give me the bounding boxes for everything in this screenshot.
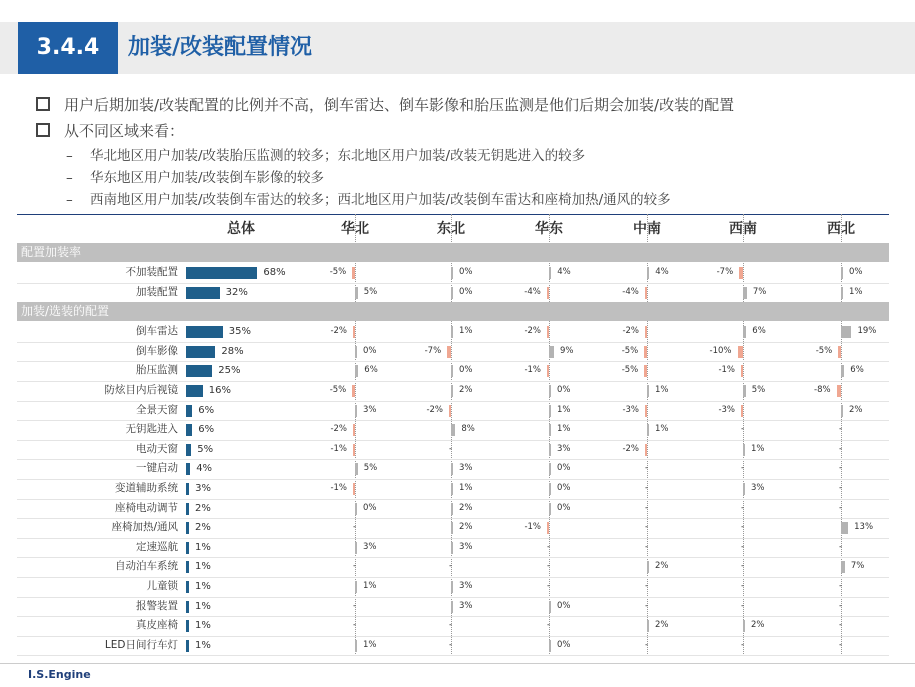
region-value: 6% [752,326,766,337]
negative-diff-bar [353,424,355,436]
region-value: - [741,639,745,650]
region-value: - [353,620,357,631]
region-value: 19% [857,326,877,337]
bullet-1 [36,94,734,115]
square-bullet-icon [36,97,50,111]
negative-diff-bar [645,444,647,456]
row-label: 胎压监测 [136,364,178,377]
region-value: - [839,483,843,493]
row-label: 真皮座椅 [136,619,178,632]
negative-diff-bar [738,346,744,358]
positive-diff-bar [549,346,554,358]
positive-diff-bar [549,463,551,475]
region-value: -5% [621,365,639,376]
region-value: -2% [330,326,347,337]
bullet-text: 用户后期加装/改装配置的比例并不高，倒车雷达、倒车影像和胎压监测是他们后期会加装/改装的配置 [64,96,735,114]
positive-diff-bar [549,385,551,397]
bullet-2 [36,120,184,141]
region-value: 1% [655,424,669,435]
region-value: -5% [815,345,833,356]
region-value: -1% [330,483,347,493]
region-value: - [839,600,843,611]
column-header: 华东 [535,221,563,237]
overall-value: 1% [195,639,211,651]
row-label: 无钥匙进入 [125,423,178,436]
region-value: 0% [557,385,571,395]
region-value: - [839,620,843,631]
region-value: 9% [559,345,574,356]
row-label: 加装配置 [136,285,178,298]
row-label: 定速巡航 [136,540,178,553]
negative-diff-bar [741,365,743,377]
overall-value: 16% [208,385,232,396]
region-value: - [645,483,649,493]
footer-logo: I.S.Engine [28,668,91,681]
positive-diff-bar [549,483,551,495]
table-row [17,479,889,499]
region-value: -2% [622,326,639,337]
negative-diff-bar [352,385,355,397]
region-value: -7% [716,267,734,277]
region-value: -2% [524,326,541,337]
positive-diff-bar [355,542,357,554]
overall-bar [186,640,189,652]
table-row [17,577,889,597]
region-value: 1% [751,443,765,454]
table-row [17,440,889,460]
positive-diff-bar [355,581,357,593]
positive-diff-bar [841,267,843,279]
region-value: 2% [459,385,473,395]
region-value: 5% [363,286,378,297]
row-label: 自动泊车系统 [115,560,178,573]
positive-diff-bar [451,267,453,279]
region-value: 2% [655,620,669,631]
column-header: 西北 [827,221,855,237]
region-value: -3% [718,404,735,415]
overall-bar [186,405,192,417]
overall-bar [186,287,220,299]
region-value: 0% [557,600,571,611]
region-value: 0% [459,286,473,297]
region-value: - [839,581,843,591]
negative-diff-bar [449,405,451,417]
region-value: 0% [363,345,377,356]
positive-diff-bar [355,346,357,358]
region-value: - [839,463,843,474]
table-row [17,342,889,362]
overall-value: 28% [221,345,244,357]
region-value: - [645,639,649,650]
negative-diff-bar [353,326,355,338]
overall-bar [186,483,189,495]
sub-bullet-text: 华东地区用户加装/改装倒车影像的较多 [90,170,325,186]
region-value: - [839,541,843,552]
region-value: 1% [363,639,377,650]
positive-diff-bar [743,326,746,338]
overall-value: 35% [228,326,251,338]
region-value: - [741,541,745,552]
overall-value: 1% [195,620,211,632]
region-value: - [353,600,357,611]
positive-diff-bar [743,385,746,397]
region-value: 0% [557,502,571,513]
table-row [17,636,889,656]
region-value: - [645,581,649,591]
section-title: 加装/改装配置情况 [128,35,313,60]
overall-bar [186,326,223,338]
negative-diff-bar [644,365,647,377]
overall-value: 25% [218,365,241,377]
table-row [17,283,889,303]
positive-diff-bar [647,620,649,632]
region-value: - [547,581,551,591]
region-value: - [449,561,453,572]
table-row [17,538,889,558]
positive-diff-bar [451,483,453,495]
footer-divider [0,663,915,664]
positive-diff-bar [451,581,453,593]
positive-diff-bar [549,444,551,456]
region-value: 0% [557,463,571,474]
row-label: 倒车影像 [136,344,178,357]
bullet-text: 从不同区域来看： [64,122,185,140]
overall-bar [186,522,189,534]
region-value: 7% [752,286,767,297]
positive-diff-bar [549,503,551,515]
positive-diff-bar [451,287,453,299]
region-value: 6% [364,365,378,376]
region-value: 13% [854,522,874,533]
positive-diff-bar [743,287,747,299]
positive-diff-bar [355,287,358,299]
column-header: 中南 [633,221,661,237]
overall-value: 1% [195,581,211,592]
positive-diff-bar [355,405,357,417]
region-value: -1% [524,365,541,376]
region-value: 0% [849,267,863,277]
positive-diff-bar [549,267,551,279]
region-value: - [645,600,649,611]
row-label: 变道辅助系统 [115,482,178,494]
negative-diff-bar [547,522,549,534]
overall-bar [186,365,212,377]
negative-diff-bar [352,267,355,279]
region-value: 1% [459,326,473,337]
region-value: -2% [622,443,639,454]
region-value: - [353,522,357,533]
row-label: 倒车雷达 [136,325,178,338]
positive-diff-bar [549,424,551,436]
region-value: 1% [849,286,863,297]
positive-diff-bar [549,640,551,652]
sub-bullet-text: 华北地区用户加装/改装胎压监测的较多；东北地区用户加装/改装无钥匙进入的较多 [90,148,586,164]
positive-diff-bar [647,561,649,573]
region-value: 1% [557,424,571,435]
region-value: - [741,424,745,435]
overall-bar [186,424,192,436]
row-label: 不加装配置 [125,266,178,278]
negative-diff-bar [547,326,549,338]
region-value: 6% [850,365,864,376]
overall-bar [186,542,189,554]
overall-value: 32% [225,286,248,298]
region-value: -5% [329,385,347,395]
positive-diff-bar [451,542,453,554]
table-row [17,263,889,283]
sub-bullet-3: – 西南地区用户加装/改装倒车雷达的较多；西北地区用户加装/改装倒车雷达和座椅加热/通风的较多 [66,192,671,208]
positive-diff-bar [743,444,745,456]
table-row [17,597,889,617]
row-label: 座椅电动调节 [115,501,178,514]
table-row [17,616,889,636]
region-value: - [547,561,551,572]
overall-bar [186,444,191,456]
region-value: -1% [524,522,541,533]
region-value: - [839,443,843,454]
region-value: - [645,522,649,533]
region-value: 8% [461,424,475,435]
row-label: 全景天窗 [136,403,178,416]
region-value: - [547,620,551,631]
region-value: 4% [655,267,669,277]
overall-value: 2% [195,522,211,534]
region-value: -7% [424,345,442,356]
overall-value: 1% [195,600,211,612]
positive-diff-bar [451,385,453,397]
group-band: 加装/选装的配置 [17,302,889,321]
region-value: 1% [557,404,571,415]
negative-diff-bar [547,365,549,377]
table-row [17,557,889,577]
table-top-rule [17,214,889,215]
positive-diff-bar [841,522,848,534]
region-value: - [449,639,453,650]
positive-diff-bar [841,287,843,299]
config-table [17,214,889,656]
overall-bar [186,463,190,475]
overall-value: 68% [263,267,286,278]
region-value: 1% [655,385,669,395]
region-value: - [449,620,453,631]
square-bullet-icon [36,123,50,137]
group-band: 配置加装率 [17,243,889,262]
region-value: - [741,561,745,572]
negative-diff-bar [741,405,743,417]
overall-value: 1% [195,541,211,553]
negative-diff-bar [838,346,841,358]
region-value: 5% [363,463,378,474]
negative-diff-bar [837,385,841,397]
region-value: - [839,502,843,513]
positive-diff-bar [355,640,357,652]
region-value: - [741,581,745,591]
positive-diff-bar [451,424,455,436]
positive-diff-bar [647,385,649,397]
negative-diff-bar [645,405,647,417]
positive-diff-bar [355,365,358,377]
positive-diff-bar [355,463,358,475]
region-value: 3% [459,600,473,611]
row-label: 报警装置 [136,599,178,612]
overall-value: 2% [195,502,211,514]
positive-diff-bar [549,601,551,613]
region-value: -10% [709,345,732,356]
region-value: 3% [459,541,473,552]
table-row [17,518,889,538]
row-label: 电动天窗 [136,442,178,455]
positive-diff-bar [743,620,745,632]
sub-bullet-text: 西南地区用户加装/改装倒车雷达的较多；西北地区用户加装/改装倒车雷达和座椅加热/通风的较多 [90,192,671,208]
region-value: - [353,561,357,572]
region-value: 0% [557,483,571,493]
region-value: - [839,639,843,650]
region-value: 0% [363,502,377,513]
region-value: 1% [363,581,377,591]
positive-diff-bar [841,326,851,338]
table-row [17,401,889,421]
region-value: -3% [622,404,639,415]
region-value: -2% [426,404,443,415]
region-value: 3% [363,404,377,415]
positive-diff-bar [451,601,453,613]
section-header [0,22,915,74]
overall-value: 1% [195,561,211,573]
region-value: -2% [330,424,347,435]
negative-diff-bar [645,287,647,299]
negative-diff-bar [644,346,647,358]
column-header: 总体 [227,221,255,237]
positive-diff-bar [841,365,844,377]
negative-diff-bar [547,287,549,299]
overall-bar [186,267,257,279]
section-number: 3.4.4 [18,22,118,74]
region-value: - [547,541,551,552]
region-value: 3% [459,581,473,591]
positive-diff-bar [647,267,649,279]
region-value: 4% [557,267,571,277]
positive-diff-bar [451,365,453,377]
region-value: 2% [849,404,863,415]
overall-bar [186,503,189,515]
overall-bar [186,385,203,397]
region-value: -8% [814,385,831,395]
overall-bar [186,620,189,632]
overall-value: 6% [198,424,215,436]
region-value: 7% [850,561,865,572]
region-value: -4% [622,286,639,297]
region-value: - [645,463,649,474]
region-value: -5% [329,267,347,277]
negative-diff-bar [353,483,355,495]
column-header: 东北 [437,221,465,237]
region-value: - [741,522,745,533]
region-value: - [645,541,649,552]
sub-bullet-1: – 华北地区用户加装/改装胎压监测的较多；东北地区用户加装/改装无钥匙进入的较多 [66,148,586,164]
region-value: 2% [751,620,765,631]
positive-diff-bar [549,405,551,417]
table-row [17,420,889,440]
table-row [17,381,889,401]
region-value: 5% [751,385,766,395]
region-value: - [741,463,745,474]
overall-value: 3% [195,483,212,494]
positive-diff-bar [451,522,453,534]
row-label: LED日间行车灯 [104,638,178,651]
table-row [17,459,889,479]
region-value: - [645,502,649,513]
region-value: 0% [557,639,571,650]
positive-diff-bar [451,503,453,515]
positive-diff-bar [743,483,745,495]
sub-bullet-2: – 华东地区用户加装/改装倒车影像的较多 [66,170,325,186]
overall-bar [186,561,189,573]
positive-diff-bar [841,405,843,417]
table-row [17,499,889,519]
positive-diff-bar [841,561,845,573]
region-value: - [449,443,453,454]
negative-diff-bar [739,267,743,279]
region-value: -1% [330,443,347,454]
region-value: 0% [459,365,473,376]
positive-diff-bar [451,326,453,338]
table-row [17,322,889,342]
region-value: -4% [524,286,541,297]
region-value: 2% [459,502,473,513]
row-label: 一键启动 [136,462,178,475]
region-value: -1% [718,365,735,376]
region-value: 3% [557,443,571,454]
region-value: 3% [751,483,765,493]
positive-diff-bar [647,424,649,436]
row-label: 座椅加热/通风 [111,521,178,534]
column-header: 华北 [341,221,369,237]
overall-value: 5% [197,443,214,455]
overall-bar [186,581,189,593]
row-label: 儿童锁 [146,580,178,592]
overall-value: 4% [196,463,213,475]
region-value: - [839,424,843,435]
overall-value: 6% [198,404,215,416]
positive-diff-bar [451,463,453,475]
overall-bar [186,346,215,358]
region-value: 0% [459,267,473,277]
region-value: 3% [459,463,473,474]
table-row [17,361,889,381]
positive-diff-bar [355,503,357,515]
region-value: 1% [459,483,473,493]
column-header: 西南 [729,221,757,237]
overall-bar [186,601,189,613]
region-value: 2% [655,561,669,572]
region-value: 2% [459,522,473,533]
negative-diff-bar [447,346,451,358]
negative-diff-bar [645,326,647,338]
row-divider [17,655,889,656]
region-value: -5% [621,345,639,356]
region-value: - [741,502,745,513]
row-label: 防炫目内后视镜 [104,384,178,396]
region-value: 3% [363,541,377,552]
region-value: - [741,600,745,611]
negative-diff-bar [353,444,355,456]
